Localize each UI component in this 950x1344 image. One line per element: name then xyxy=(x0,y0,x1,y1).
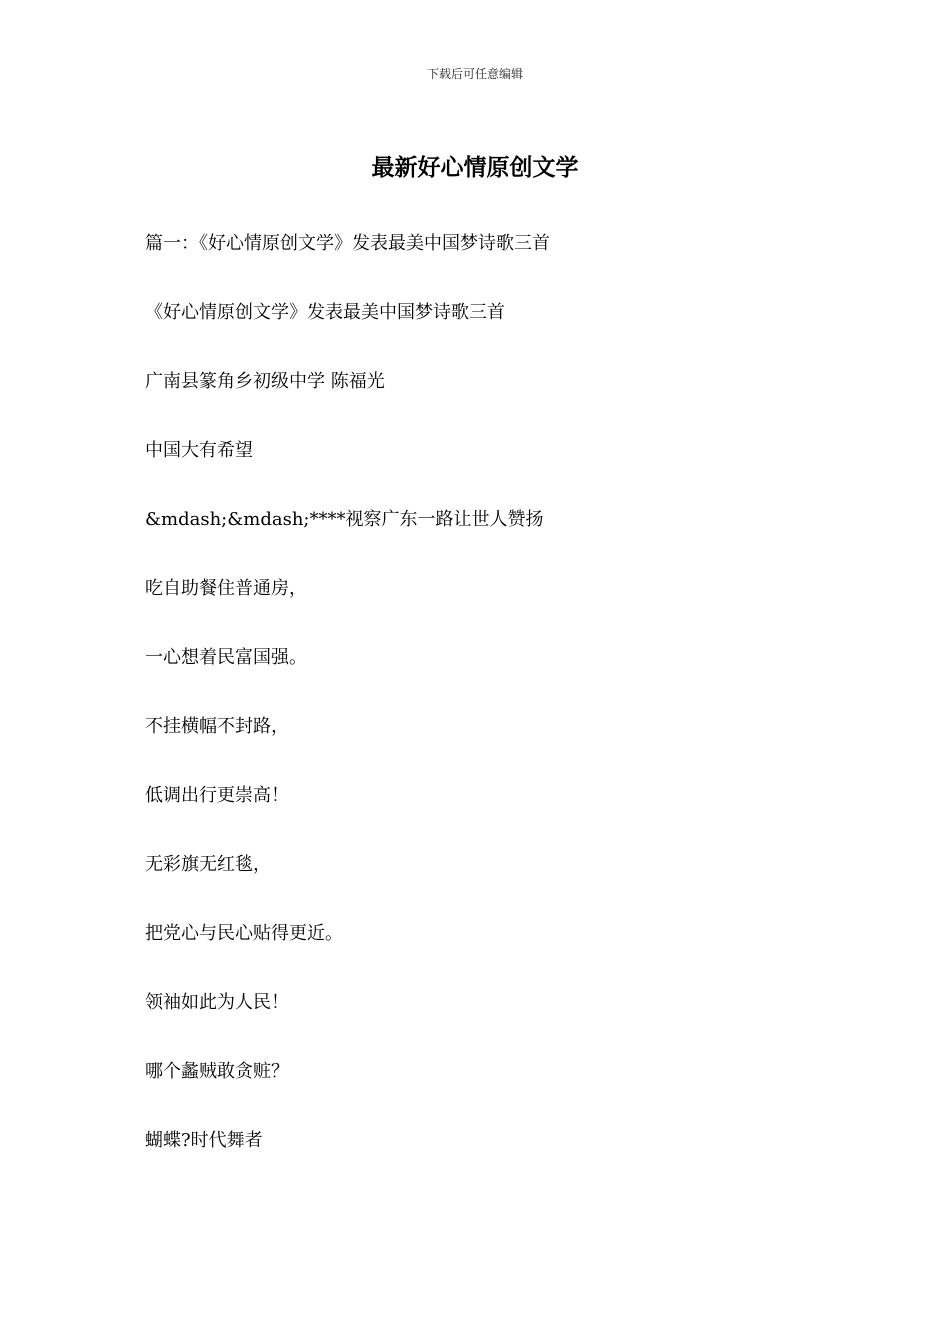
paragraph: 一心想着民富国强。 xyxy=(145,647,307,668)
paragraph: 不挂横幅不封路， xyxy=(145,716,289,737)
paragraph: &mdash;&mdash;****视察广东一路让世人赞扬 xyxy=(145,509,544,530)
paragraph: 中国大有希望 xyxy=(145,440,253,461)
paragraph: 吃自助餐住普通房， xyxy=(145,578,307,599)
page-header: 下载后可任意编辑 xyxy=(426,67,523,81)
document-title: 最新好心情原创文学 xyxy=(371,154,579,181)
paragraph: 广南县篆角乡初级中学 陈福光 xyxy=(145,371,385,392)
paragraph: 篇一：《好心情原创文学》发表最美中国梦诗歌三首 xyxy=(145,233,550,254)
paragraph: 低调出行更崇高！ xyxy=(145,785,289,806)
paragraph: 把党心与民心贴得更近。 xyxy=(145,923,343,944)
paragraph: 蝴蝶?时代舞者 xyxy=(145,1130,263,1151)
paragraph: 哪个蠡贼敢贪赃？ xyxy=(145,1061,289,1082)
paragraph: 无彩旗无红毯， xyxy=(145,854,271,875)
paragraph: 《好心情原创文学》发表最美中国梦诗歌三首 xyxy=(145,302,505,323)
document-body xyxy=(145,232,825,1198)
paragraph: 领袖如此为人民！ xyxy=(145,992,289,1013)
